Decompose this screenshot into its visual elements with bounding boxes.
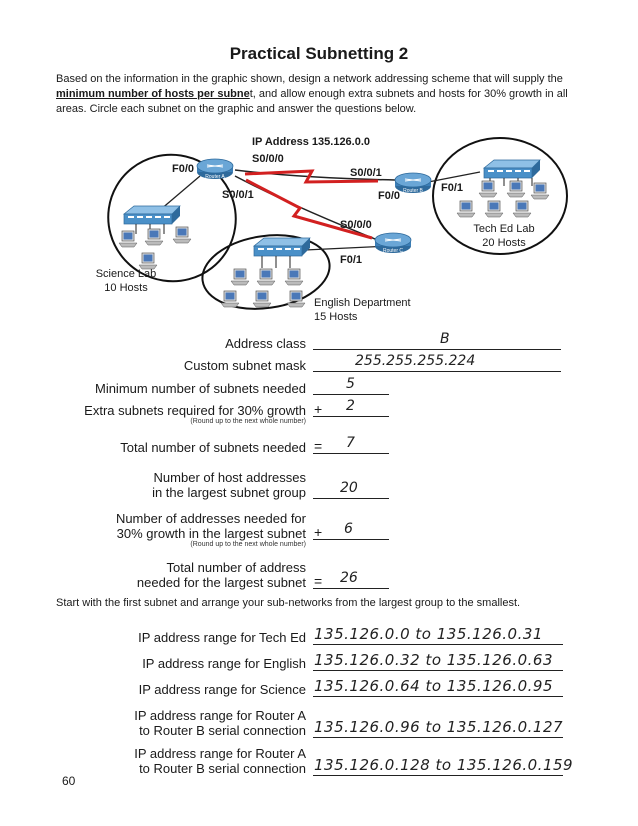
range-label [134,708,306,738]
range-answer-line [313,775,563,776]
range-label-line: IP address range for Science [138,682,306,697]
question-label [116,511,306,541]
question-label-line: Extra subnets required for 30% growth [84,403,306,418]
english-dept-name: English Department [314,297,411,309]
page-title: Practical Subnetting 2 [229,44,409,63]
ip-address-label: IP Address 135.126.0.0 [252,136,371,148]
range-label-line: to Router B serial connection [139,723,306,738]
router-a-s001-label: S0/0/1 [222,189,254,201]
question-label [120,440,306,455]
pc-icon [531,183,549,199]
handwritten-answer: 255.255.255.224 [355,353,476,369]
pc-icon [257,269,275,285]
range-answer-line [313,644,563,645]
handwritten-range: 135.126.0.96 to 135.126.0.127 [314,718,564,736]
pc-icon [485,201,503,217]
intro-text-before: Based on the information in the graphic shown, design a network addressing scheme that will supply the [56,73,563,85]
science-switch-icon [124,206,180,224]
range-label-line: IP address range for Router A [134,746,306,761]
handwritten-range: 135.126.0.0 to 135.126.0.31 [314,625,543,643]
english-dept-hosts: 15 Hosts [314,311,358,323]
handwritten-answer: 26 [340,570,358,586]
router-b-f00-label: F0/0 [378,190,401,202]
answer-line [313,371,561,372]
handwritten-answer: 20 [340,480,358,496]
range-answer-line [313,737,563,738]
question-label-line: in the largest subnet group [152,485,306,500]
question-label-line: Custom subnet mask [183,358,306,373]
question-label [184,358,306,373]
question-label-line: needed for the largest subnet [136,575,306,590]
pc-icon [231,269,249,285]
question-label-line: Address class [225,336,306,351]
intro-text-after: t, and allow enough extra subnets and hosts for 30% growth in all areas. Circle each subnet on the graphic and answer the questions below. [56,88,568,115]
question-label [137,560,306,590]
question-label-line: Number of host addresses [153,470,306,485]
pc-icon [285,269,303,285]
range-label [139,682,306,697]
science-lab-hosts: 10 Hosts [104,282,148,294]
science-lab-name: Science Lab [95,268,157,280]
question-note: (Round up to the next whole number) [190,418,306,425]
range-label-line: IP address range for Router A [134,708,306,723]
handwritten-answer: B [440,331,450,347]
question-label [84,403,306,418]
pc-icon [507,181,525,197]
answer-operator: = [314,438,323,454]
router-a-f00-label: F0/0 [172,163,195,175]
answer-line [313,539,389,540]
question-label-line: Minimum number of subnets needed [94,381,306,396]
pc-icon [513,201,531,217]
range-label-line: to Router B serial connection [139,761,306,776]
router-b-name: Router B [403,188,423,194]
answer-operator: + [314,401,323,417]
range-label [138,630,306,645]
answer-line [313,498,389,499]
pc-icon [479,181,497,197]
question-label [225,336,306,351]
question-label-line: 30% growth in the largest subnet [116,526,306,541]
handwritten-range: 135.126.0.32 to 135.126.0.63 [314,651,553,669]
handwritten-answer: 7 [346,435,355,451]
router-a-name: Router A [205,174,225,180]
router-a-s000-label: S0/0/0 [252,153,284,165]
handwritten-range: 135.126.0.128 to 135.126.0.159 [314,756,574,774]
question-label-line: Total number of subnets needed [120,440,306,455]
router-c-s000-label: S0/0/0 [340,219,372,231]
answer-line [313,453,389,454]
question-label-line: Number of addresses needed for [115,511,306,526]
tech-switch-icon [484,160,540,178]
handwritten-answer: 6 [344,521,353,537]
english-dept-caption [314,296,411,324]
science-lab-caption [86,267,166,295]
question-label [95,381,306,396]
question-label-line: Total number of address [166,560,306,575]
pc-icon [119,231,137,247]
english-switch-icon [254,238,310,256]
answer-operator: = [314,573,323,589]
question-note: (Round up to the next whole number) [190,541,306,548]
page-number: 60 [62,774,76,788]
range-answer-line [313,670,563,671]
router-c-name: Router C [382,248,404,254]
range-label [142,656,306,671]
question-label [152,470,306,500]
router-b-f01-label: F0/1 [441,182,464,194]
pc-icon [457,201,475,217]
range-answer-line [313,696,563,697]
range-label [134,746,306,776]
answer-line [313,588,389,589]
router-c-f01-label: F0/1 [340,254,363,266]
answer-line [313,416,389,417]
answer-operator: + [314,524,323,540]
range-label-line: IP address range for English [142,656,306,671]
pc-icon [173,227,191,243]
tech-lab-hosts: 20 Hosts [482,237,526,249]
pc-icon [145,229,163,245]
handwritten-range: 135.126.0.64 to 135.126.0.95 [314,677,553,695]
intro-emphasis: minimum number of hosts per subne [56,88,250,100]
pc-icon [287,291,305,307]
tech-lab-name: Tech Ed Lab [473,223,535,235]
router-b-s001-label: S0/0/1 [350,167,382,179]
answer-line [313,394,389,395]
answer-line [313,349,561,350]
handwritten-answer: 5 [346,376,355,392]
pc-icon [221,291,239,307]
handwritten-answer: 2 [346,398,355,414]
tech-lab-caption [460,222,548,250]
instruction-text: Start with the first subnet and arrange your sub-networks from the largest group to the smallest. [56,597,521,609]
pc-icon [253,291,271,307]
range-label-line: IP address range for Tech Ed [138,630,306,645]
